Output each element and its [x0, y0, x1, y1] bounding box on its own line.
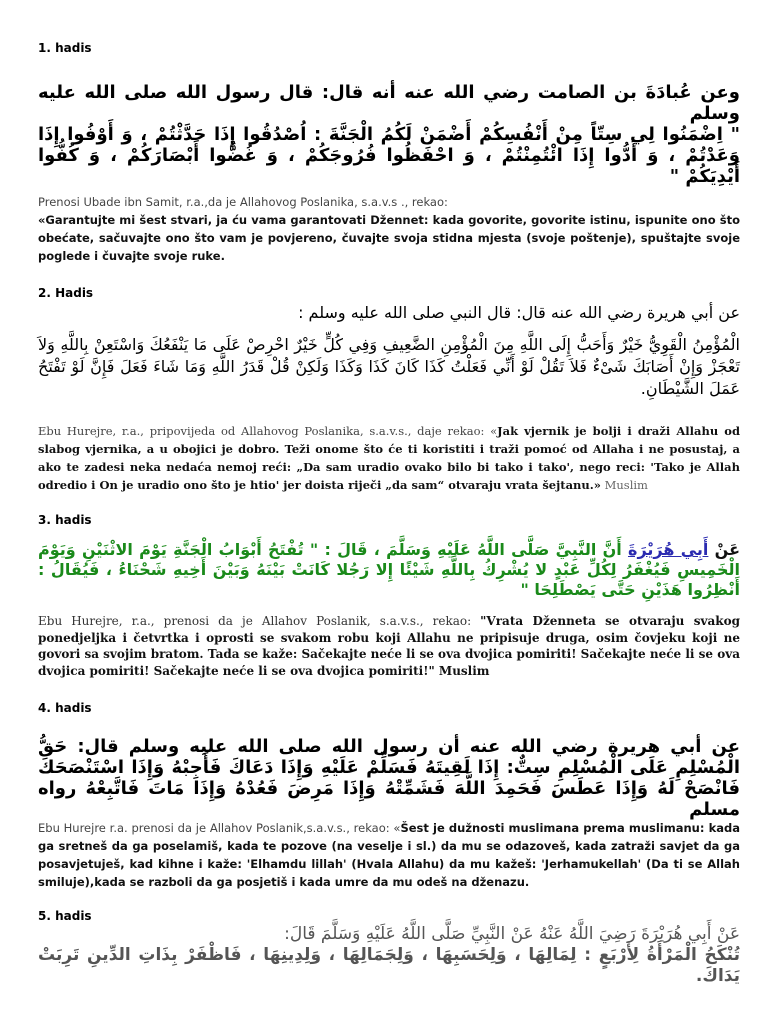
hadith-1-translation-text: «Garantujte mi šest stvari, ja ću vama garantovati Džennet: kada govorite, govorite istinu, ispunite ono što obećate, sačuvajte ono što vam je povjereno, čuvajte svoja stidna mjesta (svoje poštenje), spuštajte svoje poglede i čuvajte svoje ruke.: [38, 213, 740, 263]
hadith-5-arabic-text: تُنْكَحُ الْمَرْأَةُ لِأَرْبَعٍ : لِمَالِهَا ، وَلِحَسَبِهَا ، وَلِجَمَالِهَا ، وَلِدِينِهَا ، فَاظْفَرْ بِذَاتِ الدِّينِ تَرِبَتْ يَدَاكَ.: [38, 945, 740, 986]
hadith-4-translation-text: Šest je dužnosti muslimana prema muslimanu: kada ga sretneš da ga poselamiš, kada te pozove (na veselje i sl.) da mu se odazoveš, kada zatraži savjet da ga posavjetuješ, kad kihne i kaže: 'Elhamdu lillah' (Hvala Allahu) da mu kažeš: 'Jerhamukellah' (Da ti se Allah smiluje),kada se razboli da ga posjetiš i kada umre da mu odeš na dženazu.: [38, 821, 740, 889]
hadith-4-arabic-text: عن أبي هريرة رضي الله عنه أن رسول الله صلى الله عليه وسلم قال: حَقُّ الْمُسْلِمِ عَلَى الْمُسْلِمِ سِتٌّ: إِذَا لَقِيتَهُ فَسَلِّمْ عَلَيْهِ وَإِذَا دَعَاكَ فَأَجِبْهُ وَإِذَا اسْتَنْصَحَكَ فَانْصَحْ لَهُ وَإِذَا عَطَسَ فَحَمِدَ اللَّهَ فَشَمِّتْهُ وَإِذَا مَرِضَ فَعُدْهُ وَإِذَا مَاتَ فَاتَّبِعْهُ رواه مسلم: [38, 736, 740, 820]
hadith-3-translation-text: "Vrata Dženneta se otvaraju svakog ponedjeljka i četvrtka i oprosti se svakom robu koji Allahu ne pripisuje druga, osim čovjeku koji ne govori sa svojim bratom. Tada se kaže: Sačekajte neće li se ova dvojica pomiriti! Sačekajte neće li se ova dvojica pomiriti! Sačekajte neće li se ova dvojica pomiriti!" Muslim: [38, 614, 740, 678]
hadith-5-arabic: [38, 924, 740, 987]
hadith-1-arabic-text: " اِضْمَنُوا لِي سِتّاً مِنْ أَنْفُسِكُمْ أَضْمَنْ لَكُمُ الْجَنَّةَ : اُصْدُقُوا إِذَا حَدَّثْتُمْ ، وَ أَوْفُوا إِذَا وَعَدْتُمْ ، وَ أَدُّوا إِذَا ائْتُمِنْتُمْ ، وَ احْفَظُوا فُرُوجَكُمْ ، وَ غُضُّوا أَبْصَارَكُمْ ، وَ كُفُّوا أَيْدِيَكُمْ ": [38, 124, 740, 187]
hadith-2-translation-text: Jak vjernik je bolji i draži Allahu od slabog vjernika, a u obojici je dobro. Teži onome što će ti koristiti i traži pomoć od Allaha i ne posustaj, a ako te zadesi neka nedaća nemoj reći: „Da sam uradio ovako bilo bi tako i tako', nego reci: 'Tako je Allah odredio i On je uradio ono što je htio' jer doista riječi „da sam“ otvaraju vrata šejtanu.»: [38, 424, 740, 492]
hadith-3-arabic-text: [38, 540, 740, 600]
hadith-4-arabic: [38, 736, 740, 820]
hadith-3-arabic: [38, 540, 740, 600]
hadith-3-translation: [38, 613, 740, 679]
hadith-3-narrator-link[interactable]: أَبِي هُرَيْرَةَ: [628, 540, 709, 559]
hadith-4-heading: 4. hadis: [38, 701, 92, 715]
hadith-1-translation: [38, 193, 740, 265]
hadith-2-heading: 2. Hadis: [38, 286, 94, 300]
hadith-2-arabic-text: الْمُؤْمِنُ الْقَوِيُّ خَيْرٌ وَأَحَبُّ إِلَى اللَّهِ مِنَ الْمُؤْمِنِ الضَّعِيفِ وَفِي كُلٍّ خَيْرٌ احْرِصْ عَلَى مَا يَنْفَعُكَ وَاسْتَعِنْ بِاللَّهِ وَلاَ تَعْجَزْ وَإِنْ أَصَابَكَ شَىْءٌ فَلاَ تَقُلْ لَوْ أَنِّي فَعَلْتُ كَذَا كَانَ كَذَا وَكَذَا وَلَكِنْ قُلْ قَدَرُ اللَّهِ وَمَا شَاءَ فَعَلَ فَإِنَّ لَوْ تَفْتَحُ عَمَلَ الشَّيْطَانِ.: [38, 335, 740, 398]
hadith-2-translation: [38, 422, 740, 494]
hadith-5-heading: 5. hadis: [38, 909, 92, 923]
hadith-4-translation-intro: Ebu Hurejre r.a. prenosi da je Allahov Poslanik,s.a.v.s., rekao: «: [38, 821, 401, 835]
hadith-2-translation-intro: Ebu Hurejre, r.a., pripovijeda od Allahovog Poslanika, s.a.v.s., daje rekao: «: [38, 424, 498, 438]
hadith-2-source: Muslim: [600, 478, 648, 492]
hadith-1-arabic-intro: وعن عُبادَةَ بن الصامت رضي الله عنه أنه قال: قال رسول الله صلى الله عليه وسلم: [38, 82, 740, 124]
hadith-4-translation: [38, 819, 740, 891]
hadith-3-heading: 3. hadis: [38, 513, 92, 527]
hadith-1-arabic: [38, 82, 740, 187]
hadith-3-arabic-body: أَنَّ النَّبِيَّ صَلَّى اللَّهُ عَلَيْهِ وَسَلَّمَ ، قَالَ : " تُفْتَحُ أَبْوَابُ الْجَنَّةِ يَوْمَ الاثْنَيْنِ وَيَوْمَ الْخَمِيسِ فَيُغْفَرُ لِكُلِّ عَبْدٍ لا يُشْرِكُ بِاللَّهِ شَيْئًا إِلا رَجُلا كَانَتْ بَيْنَهُ وَبَيْنَ أَخِيهِ شَحْنَاءُ ، فَيُقَالُ : أَنْظِرُوا هَذَيْنِ حَتَّى يَصْطَلِحَا ": [38, 540, 740, 599]
hadith-1-translation-intro: Prenosi Ubade ibn Samit, r.a.,da je Allahovog Poslanika, s.a.v.s ., rekao:: [38, 195, 448, 209]
hadith-2-arabic-intro: عن أبي هريرة رضي الله عنه قال: قال النبي صلى الله عليه وسلم :: [298, 303, 740, 322]
hadith-5-arabic-intro: عَنْ أَبِي هُرَيْرَةَ رَضِيَ اللَّهُ عَنْهُ عَنْ النَّبِيِّ صَلَّى اللَّهُ عَلَيْهِ وَسَلَّمَ قَالَ:: [284, 924, 740, 944]
hadith-1-heading: 1. hadis: [38, 41, 92, 55]
hadith-3-arabic-prefix: عَنْ: [708, 540, 741, 559]
hadith-3-translation-intro: Ebu Hurejre, r.a., prenosi da je Allahov Poslanik, s.a.v.s., rekao:: [38, 614, 481, 628]
hadith-2-arabic: [38, 302, 740, 400]
